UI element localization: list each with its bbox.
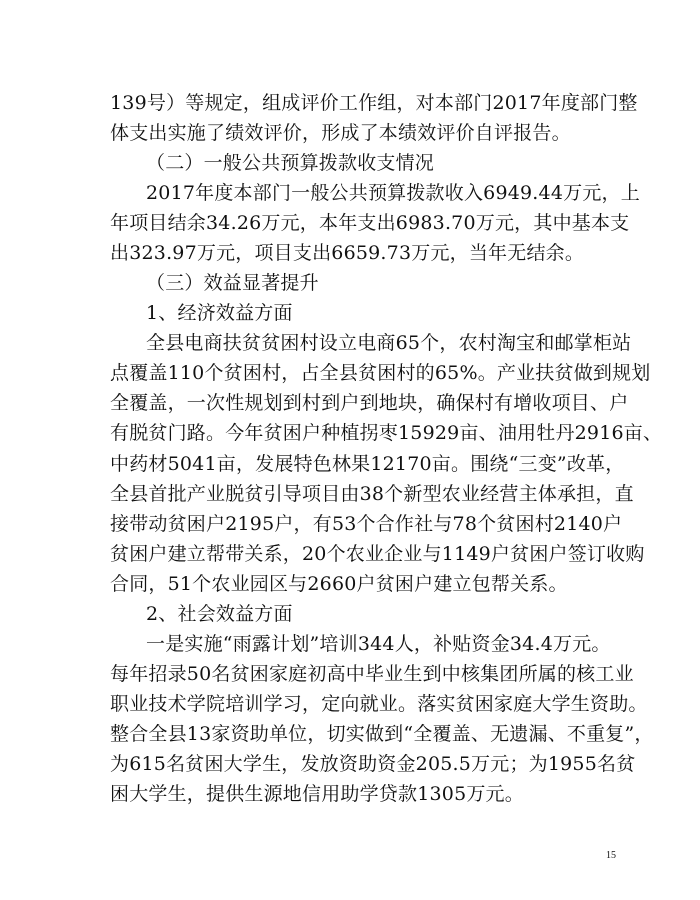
paragraph-line: 为615名贫困大学生，发放资助资金205.5万元；为1955名贫: [110, 753, 636, 775]
paragraph-line: 一是实施“雨露计划”培训344人，补贴资金34.4万元。: [146, 633, 611, 655]
paragraph-line: 职业技术学院培训学习，定向就业。落实贫困家庭大学生资助。: [110, 693, 648, 715]
paragraph-line: 有脱贫门路。今年贫困户种植拐枣15929亩、油用牡丹2916亩、: [110, 422, 663, 444]
paragraph-line: 全县首批产业脱贫引导项目由38个新型农业经营主体承担，直: [110, 483, 634, 505]
paragraph-line: 全县电商扶贫贫困村设立电商65个，农村淘宝和邮掌柜站: [146, 332, 632, 354]
subsection-heading: 2、社会效益方面: [146, 603, 293, 625]
paragraph-line: 点覆盖110个贫困村，占全县贫困村的65%。产业扶贫做到规划: [110, 362, 651, 384]
subsection-heading: 1、经济效益方面: [146, 302, 293, 324]
paragraph-line: 体支出实施了绩效评价，形成了本绩效评价自评报告。: [110, 122, 571, 144]
section-heading: （三）效益显著提升: [146, 272, 319, 294]
paragraph-line: 年项目结余34.26万元，本年支出6983.70万元，其中基本支: [110, 212, 630, 234]
paragraph-line: 每年招录50名贫困家庭初高中毕业生到中核集团所属的核工业: [110, 663, 634, 685]
paragraph-line: 中药材5041亩，发展特色林果12170亩。围绕“三变”改革，: [110, 453, 625, 475]
paragraph-line: 接带动贫困户2195户，有53个合作社与78个贫困村2140户: [110, 513, 623, 535]
paragraph-line: 困大学生，提供生源地信用助学贷款1305万元。: [110, 783, 524, 805]
paragraph-line: 合同，51个农业园区与2660户贫困户建立包帮关系。: [110, 573, 568, 595]
paragraph-line: 全覆盖，一次性规划到村到户到地块，确保村有增收项目、户: [110, 392, 629, 414]
page-number: 15: [606, 850, 616, 861]
section-heading: （二）一般公共预算拨款收支情况: [146, 152, 435, 174]
paragraph-line: 2017年度本部门一般公共预算拨款收入6949.44万元，上: [146, 182, 640, 204]
paragraph-line: 整合全县13家资助单位，切实做到“全覆盖、无遗漏、不重复”，: [110, 723, 654, 745]
paragraph-line: 出323.97万元，项目支出6659.73万元，当年无结余。: [110, 242, 585, 264]
paragraph-line: 139号）等规定，组成评价工作组，对本部门2017年度部门整: [110, 92, 638, 114]
paragraph-line: 贫困户建立帮带关系，20个农业企业与1149户贫困户签订收购: [110, 543, 645, 565]
